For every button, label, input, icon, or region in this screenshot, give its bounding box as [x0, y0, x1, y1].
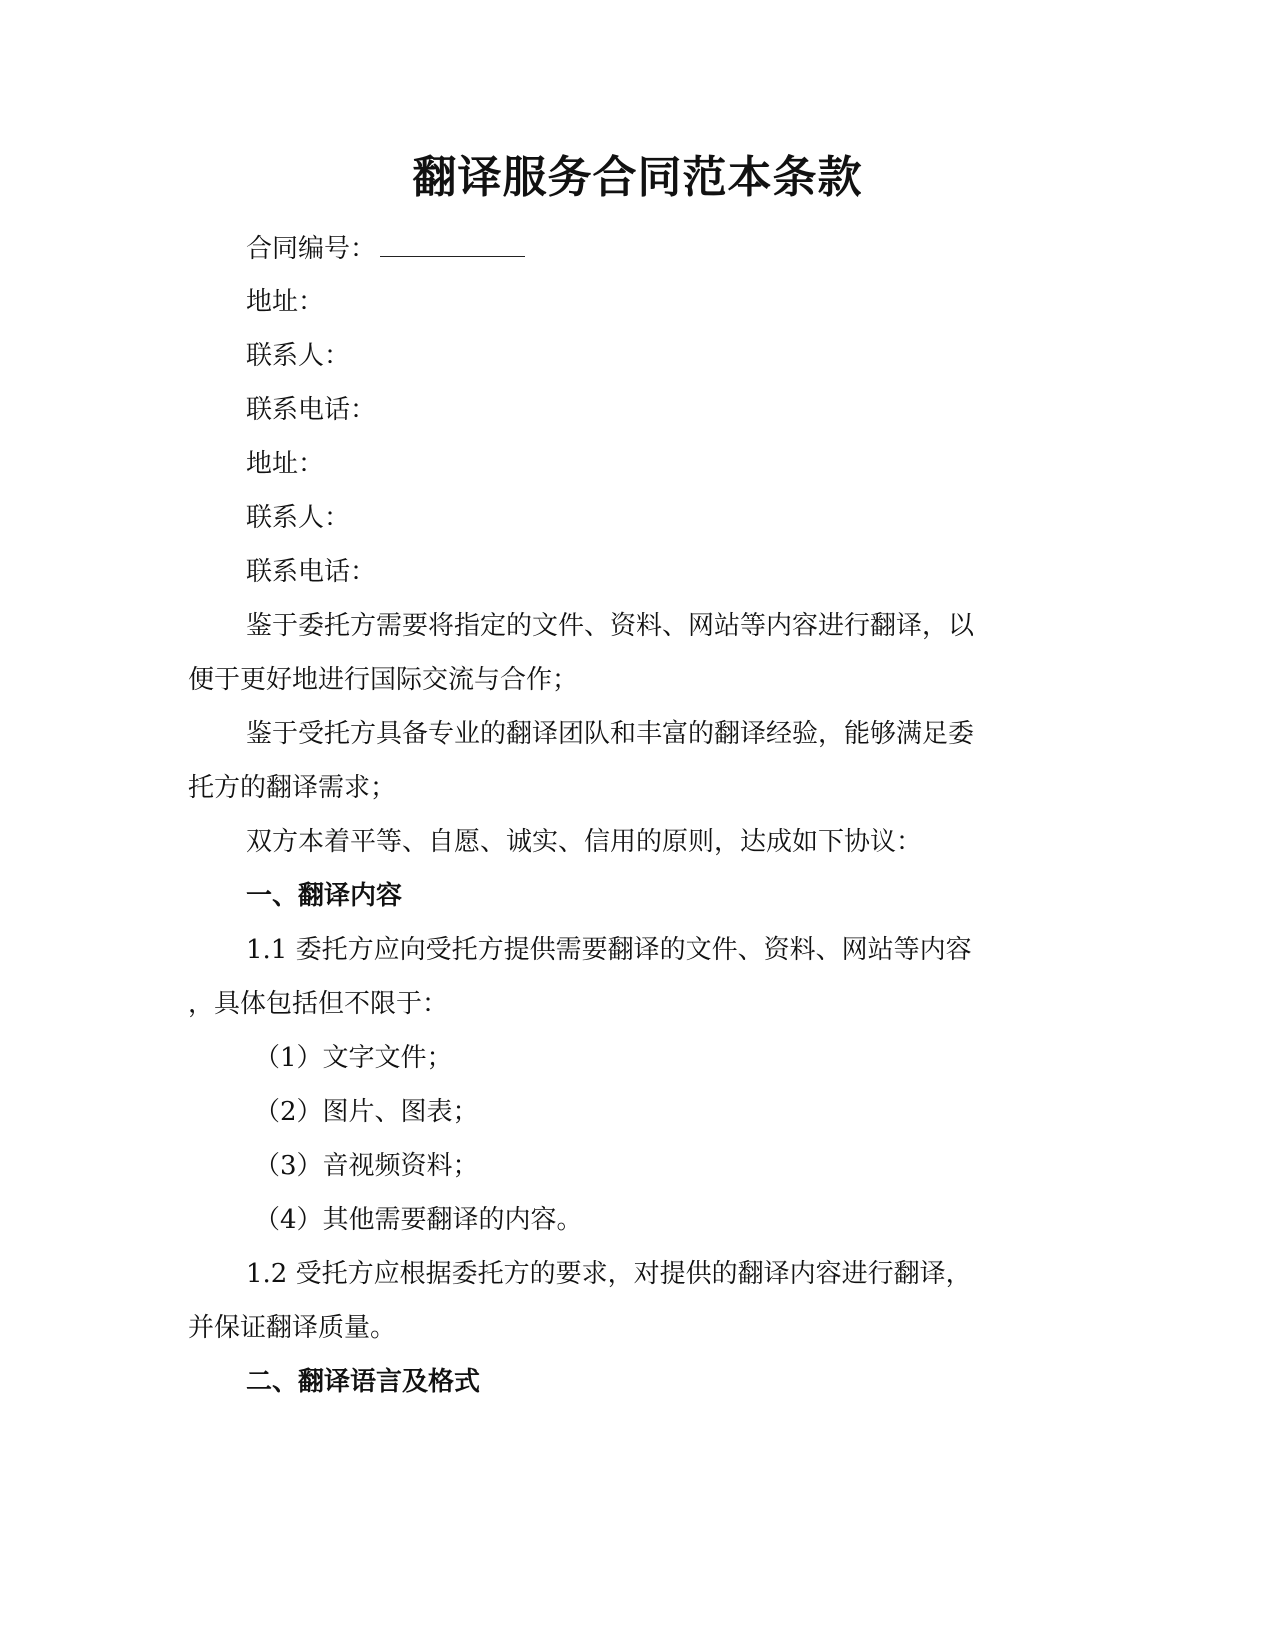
clause-1-2-line-2: 并保证翻译质量。: [188, 1313, 397, 1343]
party-b-contact-label: 联系人：: [246, 503, 351, 533]
contract-number-label: 合同编号：: [246, 234, 377, 264]
contract-number-blank: [380, 230, 525, 257]
list-item: （4）其他需要翻译的内容。: [254, 1205, 583, 1235]
section-1-heading: 一、翻译内容: [246, 881, 403, 911]
party-a-phone-label: 联系电话：: [246, 395, 377, 425]
recital-1-line-1: 鉴于委托方需要将指定的文件、资料、网站等内容进行翻译，以: [246, 611, 975, 641]
party-a-contact-label: 联系人：: [246, 341, 351, 371]
clause-1-2-line-1: 1.2 受托方应根据委托方的要求，对提供的翻译内容进行翻译，: [246, 1259, 972, 1289]
list-item: （3）音视频资料；: [254, 1151, 479, 1181]
party-a-address-label: 地址：: [246, 287, 325, 317]
party-b-address-label: 地址：: [246, 449, 325, 479]
agreement-statement: 双方本着平等、自愿、诚实、信用的原则，达成如下协议：: [246, 827, 923, 857]
list-item: （1）文字文件；: [254, 1043, 453, 1073]
document-title: 翻译服务合同范本条款: [412, 152, 863, 203]
recital-2-line-1: 鉴于受托方具备专业的翻译团队和丰富的翻译经验，能够满足委: [246, 719, 975, 749]
clause-1-1-line-2: ，具体包括但不限于：: [188, 989, 449, 1019]
contract-number-line: [246, 230, 525, 267]
recital-1-line-2: 便于更好地进行国际交流与合作；: [188, 665, 579, 695]
list-item: （2）图片、图表；: [254, 1097, 479, 1127]
section-2-heading: 二、翻译语言及格式: [246, 1367, 481, 1397]
party-b-phone-label: 联系电话：: [246, 557, 377, 587]
clause-1-1-line-1: 1.1 委托方应向受托方提供需要翻译的文件、资料、网站等内容: [246, 935, 972, 965]
recital-2-line-2: 托方的翻译需求；: [188, 773, 397, 803]
